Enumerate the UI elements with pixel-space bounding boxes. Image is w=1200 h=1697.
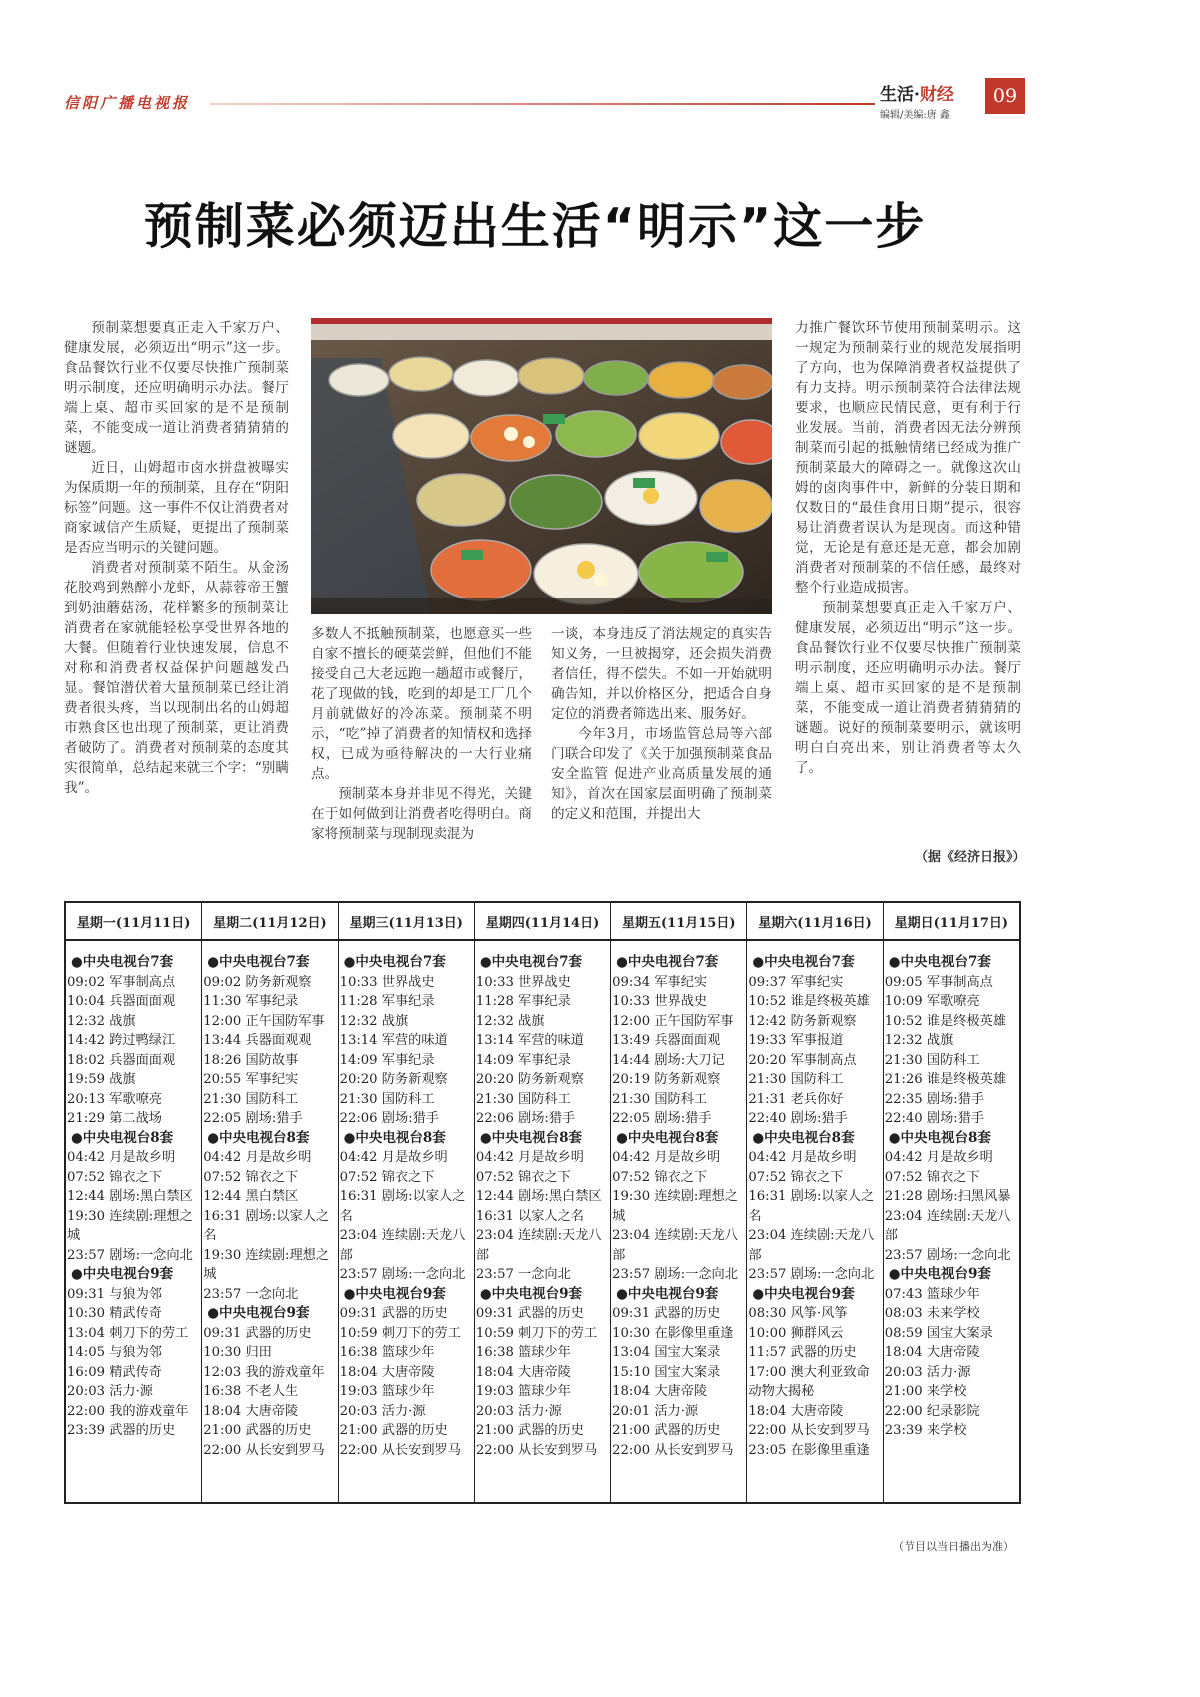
channel-header: ●中央电视台7套 [888, 954, 991, 970]
article-paragraph: 预制菜想要真正走入千家万户、健康发展，必须迈出“明示”这一步。食品餐饮行业不仅要尽快推广预制菜明示制度，还应明确明示办法。餐厅端上桌、超市买回家的是不是预制菜，不能变成一道让消费者猜猜猜的谜题。 [64, 320, 289, 456]
program-item: 21:00 来学校 [884, 1384, 967, 1399]
program-item: 23:57 剧场:一念向北 [339, 1267, 466, 1282]
program-item: 22:00 我的游戏童年 [67, 1403, 189, 1419]
program-item: 22:35 剧场:猎手 [884, 1091, 985, 1107]
program-item: 20:03 活力·源 [339, 1403, 426, 1419]
program-item: 12:44 剧场:黑白禁区 [475, 1189, 602, 1204]
program-item: 18:02 兵器面面观 [67, 1052, 176, 1068]
program-item: 19:30 连续剧:理想之城 [203, 1247, 330, 1282]
article-paragraph: 预制菜想要真正走入千家万户、健康发展，必须迈出“明示”这一步。食品餐饮行业不仅要尽快推广预制菜明示制度，还应明确明示办法。餐厅端上桌、超市买回家的是不是预制菜，不能变成一道让消费者猜猜猜的谜题。说好的预制菜要明示，就该明明白白亮出来，别让消费者等太久了。 [795, 600, 1021, 776]
program-item: 23:04 连续剧:天龙八部 [884, 1208, 1011, 1243]
program-item: 14:42 跨过鸭绿江 [67, 1033, 176, 1048]
channel-header: ●中央电视台9套 [479, 1285, 583, 1302]
program-item: 20:20 防务新观察 [475, 1072, 584, 1087]
program-item: 21:30 国防科工 [203, 1091, 299, 1107]
article-paragraph: 预制菜本身并非见不得光，关键在于如何做到让消费者吃得明白。商家将预制菜与现制现卖混为 [311, 786, 532, 842]
program-item: 16:31 剧场:以家人之名 [748, 1189, 875, 1224]
day-header: 星期一(11月11日) [66, 903, 201, 941]
program-item: 12:42 防务新观察 [748, 1013, 857, 1029]
program-list [747, 941, 882, 1464]
program-item: 16:38 篮球少年 [475, 1345, 571, 1360]
program-item: 22:40 剧场:猎手 [748, 1111, 848, 1126]
program-item: 21:00 武器的历史 [203, 1423, 312, 1438]
program-item: 23:04 连续剧:天龙八部 [748, 1228, 875, 1263]
program-item: 04:42 月是故乡明 [748, 1150, 857, 1165]
section-dot: · [914, 85, 920, 105]
newspaper-name: 信阳广播电视报 [64, 94, 191, 112]
page-number: 09 [985, 78, 1025, 114]
program-item: 23:04 连续剧:天龙八部 [612, 1228, 738, 1263]
program-item: 04:42 月是故乡明 [67, 1150, 176, 1165]
channel-header: ●中央电视台7套 [479, 954, 583, 970]
program-item: 13:14 军营的味道 [475, 1033, 584, 1048]
schedule-day-column [474, 903, 610, 1502]
program-item: 18:04 大唐帝陵 [203, 1403, 299, 1419]
program-item: 04:42 月是故乡明 [339, 1150, 448, 1165]
program-item: 10:30 归田 [203, 1345, 272, 1360]
program-item: 22:05 剧场:猎手 [203, 1111, 303, 1126]
program-item: 10:33 世界战史 [339, 974, 435, 990]
article-paragraph: 力推广餐饮环节使用预制菜明示。这一规定为预制菜行业的规范发展指明了方向，也为保障消费者权益提供了有力支持。明示预制菜符合法律法规要求，也顺应民情民意，更有利于行业发展。当前，消费者因无法分辨预制菜而引起的抵触情绪已经成为推广预制菜最大的障碍之一。就像这次山姆的卤肉事件中，新鲜的分装日期和仅数日的“最佳食用日期”提示，很容易让消费者误认为是现卤。而这种错觉，无论是有意还是无意，都会加剧消费者对预制菜的不信任感，最终对整个行业造成损害。 [795, 320, 1021, 596]
program-item: 21:30 国防科工 [884, 1052, 980, 1068]
program-item: 20:01 活力·源 [612, 1403, 699, 1419]
program-item: 18:26 国防故事 [203, 1052, 299, 1068]
program-item: 10:30 精武传奇 [67, 1306, 162, 1321]
program-item: 14:44 剧场:大刀记 [612, 1052, 725, 1068]
program-item: 15:10 国宝大案录 [612, 1364, 721, 1380]
program-item: 19:03 篮球少年 [339, 1384, 435, 1399]
program-item: 23:57 一念向北 [203, 1286, 299, 1302]
program-item: 12:44 黑白禁区 [203, 1189, 299, 1204]
article-column-2 [311, 624, 532, 844]
program-item: 08:30 风筝·风筝 [748, 1306, 848, 1321]
program-item: 13:04 国宝大案录 [612, 1345, 721, 1360]
program-item: 22:00 从长安到罗马 [612, 1442, 734, 1458]
program-item: 07:52 锦衣之下 [67, 1169, 162, 1185]
program-item: 08:03 未来学校 [884, 1306, 980, 1321]
program-item: 22:00 从长安到罗马 [203, 1442, 325, 1458]
program-item: 09:05 军事制高点 [884, 974, 993, 990]
program-item: 14:05 与狼为邻 [67, 1345, 162, 1360]
program-item: 16:38 篮球少年 [339, 1345, 435, 1360]
program-item: 23:57 剧场:一念向北 [884, 1247, 1011, 1263]
program-list [202, 941, 337, 1464]
program-item: 23:05 在影像里重逢 [748, 1442, 870, 1458]
schedule-day-column [746, 903, 882, 1502]
editor-credits: 编辑/美编:唐 鑫 [880, 110, 950, 121]
day-header: 星期二(11月12日) [202, 903, 337, 941]
program-item: 18:04 大唐帝陵 [748, 1403, 844, 1419]
program-item: 11:28 军事纪录 [339, 994, 435, 1009]
article-paragraph: 消费者对预制菜不陌生。从金汤花胶鸡到熟醉小龙虾，从蒜蓉帝王蟹到奶油蘑菇汤，花样繁多的预制菜让消费者在家就能轻松享受世界各地的大餐。但随着行业快速发展，信息不对称和消费者权益保护问题越发凸显。餐馆潜伏着大量预制菜已经让消费者很头疼，当以现制出名的山姆超市熟食区也出现了预制菜，更让消费者破防了。消费者对预制菜的态度其实很简单，总结起来就三个字：“别瞒我”。 [64, 560, 289, 796]
program-item: 10:30 在影像里重逢 [612, 1325, 734, 1341]
program-item: 21:31 老兵你好 [748, 1091, 844, 1107]
channel-header: ●中央电视台8套 [616, 1129, 719, 1146]
schedule-footnote: （节目以当日播出为准） [893, 1540, 1014, 1553]
section-highlight: 财经 [919, 85, 954, 105]
program-item: 10:00 狮群风云 [748, 1325, 844, 1341]
program-item: 19:33 军事报道 [748, 1033, 844, 1048]
program-item: 22:00 从长安到罗马 [475, 1442, 598, 1458]
channel-header: ●中央电视台9套 [343, 1285, 446, 1302]
program-item: 10:33 世界战史 [612, 994, 708, 1009]
program-item: 13:44 兵器面观观 [203, 1033, 312, 1048]
schedule-day-column [338, 903, 474, 1502]
program-item: 22:05 剧场:猎手 [612, 1111, 712, 1126]
program-item: 23:57 剧场:一念向北 [612, 1267, 738, 1282]
program-item: 12:32 战旗 [475, 1013, 545, 1029]
program-item: 07:52 锦衣之下 [884, 1169, 980, 1185]
program-item: 12:44 剧场:黑白禁区 [67, 1189, 193, 1204]
program-list [884, 941, 1019, 1445]
program-item: 14:09 军事纪录 [339, 1052, 435, 1068]
program-item: 23:57 剧场:一念向北 [748, 1267, 875, 1282]
headline: 预制菜必须迈出生活“明示”这一步 [143, 198, 927, 255]
channel-header: ●中央电视台8套 [752, 1129, 855, 1146]
program-item: 19:30 连续剧:理想之城 [67, 1208, 193, 1243]
program-item: 10:09 军歌嘹亮 [884, 994, 980, 1009]
program-item: 11:30 军事纪录 [203, 994, 299, 1009]
article-column-3 [551, 624, 772, 824]
program-item: 18:04 大唐帝陵 [884, 1345, 980, 1360]
program-list [611, 941, 746, 1464]
channel-header: ●中央电视台9套 [207, 1305, 310, 1321]
program-item: 04:42 月是故乡明 [475, 1150, 584, 1165]
program-item: 18:04 大唐帝陵 [612, 1384, 708, 1399]
program-item: 21:29 第二战场 [67, 1111, 162, 1126]
channel-header: ●中央电视台8套 [343, 1129, 446, 1146]
program-item: 11:28 军事纪录 [475, 994, 571, 1009]
program-item: 21:00 武器的历史 [339, 1423, 448, 1438]
channel-header: ●中央电视台8套 [479, 1129, 583, 1146]
program-item: 09:34 军事纪实 [612, 974, 708, 990]
program-list [475, 941, 610, 1464]
program-item: 09:31 武器的历史 [203, 1325, 312, 1341]
program-item: 23:04 连续剧:天龙八部 [475, 1228, 602, 1263]
article-paragraph: 今年3月，市场监管总局等六部门联合印发了《关于加强预制菜食品安全监管 促进产业高质量发展的通知》，首次在国家层面明确了预制菜的定义和范围，并提出大 [551, 726, 772, 822]
program-item: 09:02 军事制高点 [67, 974, 176, 990]
program-item: 18:04 大唐帝陵 [339, 1364, 435, 1380]
program-item: 10:33 世界战史 [475, 974, 571, 990]
schedule-day-column [201, 903, 337, 1502]
article-paragraph: 近日，山姆超市卤水拼盘被曝实为保质期一年的预制菜，且存在“阴阳标签”问题。这一事件不仅让消费者对商家诚信产生质疑，更提出了预制菜是否应当明示的关键问题。 [64, 460, 289, 556]
program-item: 13:04 刺刀下的劳工 [67, 1325, 189, 1341]
day-header: 星期五(11月15日) [611, 903, 746, 941]
program-item: 14:09 军事纪录 [475, 1052, 571, 1068]
program-item: 09:31 与狼为邻 [67, 1286, 162, 1302]
program-item: 21:28 剧场:扫黑风暴 [884, 1189, 1011, 1204]
program-item: 19:03 篮球少年 [475, 1384, 571, 1399]
program-item: 04:42 月是故乡明 [612, 1150, 721, 1165]
program-item: 09:31 武器的历史 [475, 1306, 584, 1321]
program-item: 10:04 兵器面面观 [67, 994, 176, 1009]
program-item: 12:32 战旗 [339, 1013, 409, 1029]
program-item: 22:00 从长安到罗马 [748, 1423, 870, 1438]
article-paragraph: 一谈，本身违反了消法规定的真实告知义务，一旦被揭穿，还会损失消费者信任，得不偿失。不如一开始就明确告知，并以价格区分，把适合自身定位的消费者筛选出来、服务好。 [551, 626, 772, 722]
program-item: 21:00 武器的历史 [612, 1423, 721, 1438]
program-item: 04:42 月是故乡明 [884, 1150, 993, 1165]
program-item: 23:39 来学校 [884, 1423, 967, 1438]
program-item: 22:06 剧场:猎手 [339, 1111, 439, 1126]
program-item: 07:52 锦衣之下 [475, 1169, 571, 1185]
program-item: 12:00 正午国防军事 [612, 1013, 734, 1029]
program-item: 21:26 谁是终极英雄 [884, 1072, 1007, 1087]
program-item: 20:19 防务新观察 [612, 1072, 721, 1087]
article-column-4 [795, 318, 1021, 778]
program-item: 21:30 国防科工 [748, 1072, 844, 1087]
program-item: 16:31 以家人之名 [475, 1208, 584, 1224]
channel-header: ●中央电视台8套 [207, 1129, 310, 1146]
program-item: 16:09 精武传奇 [67, 1364, 162, 1380]
channel-header: ●中央电视台8套 [71, 1129, 174, 1146]
day-header: 星期三(11月13日) [339, 903, 474, 941]
masthead-rule [210, 103, 875, 105]
program-item: 07:52 锦衣之下 [339, 1169, 435, 1185]
channel-header: ●中央电视台7套 [616, 954, 719, 970]
schedule-day-column [66, 903, 201, 1502]
prepared-food-shelf-illustration [311, 318, 772, 614]
program-item: 09:37 军事纪实 [748, 974, 844, 990]
program-item: 10:52 谁是终极英雄 [884, 1013, 1007, 1029]
tv-schedule-table [64, 901, 1021, 1504]
program-item: 13:49 兵器面面观 [612, 1033, 721, 1048]
channel-header: ●中央电视台7套 [752, 954, 855, 970]
section-name: 生活 [880, 85, 914, 105]
program-item: 20:03 活力·源 [884, 1364, 971, 1380]
program-item: 10:59 刺刀下的劳工 [475, 1325, 598, 1341]
program-item: 23:04 连续剧:天龙八部 [339, 1228, 466, 1263]
article-source: （据《经济日报》） [915, 850, 1026, 865]
channel-header: ●中央电视台9套 [752, 1285, 855, 1302]
program-item: 22:00 纪录影院 [884, 1403, 980, 1419]
program-item: 20:13 军歌嘹亮 [67, 1091, 162, 1107]
program-item: 13:14 军营的味道 [339, 1033, 448, 1048]
program-item: 23:57 一念向北 [475, 1267, 571, 1282]
section-title [880, 80, 954, 105]
program-item: 23:57 剧场:一念向北 [67, 1247, 193, 1263]
program-item: 07:52 锦衣之下 [612, 1169, 708, 1185]
channel-header: ●中央电视台8套 [888, 1129, 991, 1146]
program-item: 12:00 正午国防军事 [203, 1013, 325, 1029]
program-list [339, 941, 474, 1464]
program-item: 09:31 武器的历史 [339, 1306, 448, 1321]
article-paragraph: 多数人不抵触预制菜，也愿意买一些自家不擅长的硬菜尝鲜，但他们不能接受自己大老远跑一趟超市或餐厅，花了现做的钱，吃到的却是工厂几个月前就做好的冷冻菜。预制菜不明示，“吃”掉了消费者的知情权和选择权，已成为亟待解决的一大行业痛点。 [311, 626, 532, 782]
program-item: 16:31 剧场:以家人之名 [339, 1189, 466, 1224]
program-item: 21:30 国防科工 [475, 1091, 571, 1107]
program-item: 19:30 连续剧:理想之城 [612, 1189, 738, 1224]
program-item: 20:20 军事制高点 [748, 1052, 857, 1068]
program-item: 22:00 从长安到罗马 [339, 1442, 461, 1458]
program-item: 12:03 我的游戏童年 [203, 1364, 325, 1380]
schedule-day-column [883, 903, 1019, 1502]
program-item: 22:06 剧场:猎手 [475, 1111, 576, 1126]
article-column-1 [64, 318, 289, 798]
program-item: 07:43 篮球少年 [884, 1286, 980, 1302]
channel-header: ●中央电视台9套 [71, 1266, 174, 1282]
program-item: 16:31 剧场:以家人之名 [203, 1208, 330, 1243]
day-header: 星期四(11月14日) [475, 903, 610, 941]
program-item: 17:00 澳大利亚致命动物大揭秘 [748, 1364, 870, 1399]
program-item: 04:42 月是故乡明 [203, 1150, 312, 1165]
program-item: 22:40 剧场:猎手 [884, 1111, 985, 1126]
program-item: 20:20 防务新观察 [339, 1072, 448, 1087]
program-item: 23:39 武器的历史 [67, 1423, 176, 1438]
program-item: 20:03 活力·源 [475, 1403, 562, 1419]
program-item: 20:55 军事纪实 [203, 1072, 299, 1087]
program-item: 19:59 战旗 [67, 1072, 136, 1087]
program-item: 09:02 防务新观察 [203, 974, 312, 990]
program-item: 07:52 锦衣之下 [203, 1169, 299, 1185]
program-item: 21:30 国防科工 [612, 1091, 708, 1107]
channel-header: ●中央电视台7套 [207, 954, 310, 970]
day-header: 星期六(11月16日) [747, 903, 882, 941]
day-header: 星期日(11月17日) [884, 903, 1019, 941]
program-item: 20:03 活力·源 [67, 1384, 153, 1399]
program-item: 21:30 国防科工 [339, 1091, 435, 1107]
program-list [66, 941, 201, 1445]
program-item: 21:00 武器的历史 [475, 1423, 584, 1438]
channel-header: ●中央电视台7套 [71, 954, 174, 970]
program-item: 12:32 战旗 [884, 1033, 954, 1048]
program-item: 12:32 战旗 [67, 1013, 136, 1029]
program-item: 08:59 国宝大案录 [884, 1325, 993, 1341]
program-item: 10:52 谁是终极英雄 [748, 994, 870, 1009]
channel-header: ●中央电视台9套 [888, 1266, 991, 1282]
program-item: 18:04 大唐帝陵 [475, 1364, 571, 1380]
channel-header: ●中央电视台7套 [343, 954, 446, 970]
photo-prepared-food-display [311, 318, 772, 614]
schedule-day-column [610, 903, 746, 1502]
channel-header: ●中央电视台9套 [616, 1285, 719, 1302]
program-item: 11:57 武器的历史 [748, 1345, 857, 1360]
program-item: 09:31 武器的历史 [612, 1306, 721, 1321]
program-item: 16:38 不老人生 [203, 1384, 299, 1399]
program-item: 10:59 刺刀下的劳工 [339, 1325, 461, 1341]
program-item: 07:52 锦衣之下 [748, 1169, 844, 1185]
